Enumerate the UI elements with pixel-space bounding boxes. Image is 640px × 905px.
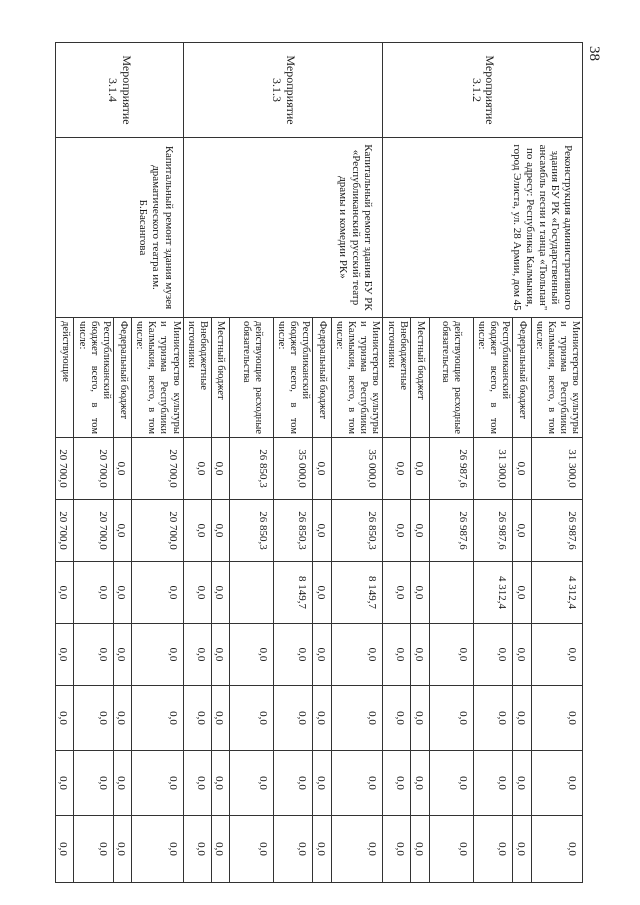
amount-cell: 0,0 bbox=[183, 500, 211, 562]
amount-cell: 26 987,6 bbox=[473, 500, 512, 562]
amount-cell: 26 850,3 bbox=[230, 438, 274, 500]
amount-cell: 26 850,3 bbox=[230, 500, 274, 562]
amount-cell: 0,0 bbox=[183, 438, 211, 500]
event-number-cell: Мероприятие 3.1.2 bbox=[383, 43, 583, 138]
funding-source-cell: действующие bbox=[55, 318, 74, 438]
amount-cell: 0,0 bbox=[383, 751, 411, 816]
amount-cell: 0,0 bbox=[313, 686, 332, 751]
amount-cell: 0,0 bbox=[383, 562, 411, 624]
amount-cell: 0,0 bbox=[332, 816, 383, 883]
funding-source-cell: Министерство культуры и туризма Республики Калмыкия, всего, в том числе: bbox=[531, 318, 582, 438]
rotated-table-wrapper bbox=[57, 42, 583, 882]
funding-source-cell: Федеральный бюджет bbox=[313, 318, 332, 438]
amount-cell: 0,0 bbox=[411, 816, 430, 883]
amount-cell: 0,0 bbox=[429, 816, 473, 883]
amount-cell: 31 300,0 bbox=[473, 438, 512, 500]
amount-cell: 4 312,4 bbox=[473, 562, 512, 624]
funding-source-cell: Внебюджетные источники bbox=[383, 318, 411, 438]
amount-cell: 0,0 bbox=[513, 438, 532, 500]
amount-cell: 0,0 bbox=[411, 562, 430, 624]
amount-cell: 0,0 bbox=[383, 686, 411, 751]
amount-cell: 0,0 bbox=[274, 624, 313, 686]
amount-cell: 35 000,0 bbox=[274, 438, 313, 500]
funding-source-cell: Внебюджетные источники bbox=[183, 318, 211, 438]
amount-cell: 0,0 bbox=[183, 624, 211, 686]
budget-table bbox=[55, 42, 583, 883]
amount-cell bbox=[230, 562, 274, 624]
funding-source-cell: Федеральный бюджет bbox=[513, 318, 532, 438]
amount-cell: 0,0 bbox=[230, 686, 274, 751]
amount-cell: 0,0 bbox=[383, 438, 411, 500]
amount-cell: 0,0 bbox=[411, 686, 430, 751]
amount-cell: 0,0 bbox=[513, 500, 532, 562]
amount-cell: 0,0 bbox=[429, 751, 473, 816]
amount-cell: 0,0 bbox=[183, 562, 211, 624]
amount-cell: 0,0 bbox=[132, 562, 183, 624]
funding-source-cell: Местный бюджет bbox=[211, 318, 230, 438]
amount-cell: 0,0 bbox=[429, 686, 473, 751]
amount-cell: 26 850,3 bbox=[274, 500, 313, 562]
event-number-cell: Мероприятие 3.1.3 bbox=[183, 43, 383, 138]
table-row bbox=[132, 43, 183, 883]
funding-source-cell: Местный бюджет bbox=[411, 318, 430, 438]
amount-cell: 0,0 bbox=[230, 751, 274, 816]
amount-cell: 0,0 bbox=[531, 751, 582, 816]
amount-cell: 0,0 bbox=[513, 816, 532, 883]
amount-cell: 20 700,0 bbox=[55, 500, 74, 562]
funding-source-cell: Республиканский бюджет всего, в том числе: bbox=[74, 318, 113, 438]
amount-cell: 0,0 bbox=[74, 686, 113, 751]
amount-cell: 0,0 bbox=[383, 500, 411, 562]
amount-cell: 0,0 bbox=[211, 562, 230, 624]
amount-cell: 0,0 bbox=[411, 500, 430, 562]
amount-cell: 20 700,0 bbox=[132, 500, 183, 562]
amount-cell: 20 700,0 bbox=[74, 438, 113, 500]
amount-cell: 0,0 bbox=[113, 686, 132, 751]
table-row bbox=[332, 43, 383, 883]
amount-cell: 0,0 bbox=[55, 686, 74, 751]
amount-cell: 0,0 bbox=[473, 751, 512, 816]
amount-cell: 26 987,6 bbox=[429, 438, 473, 500]
amount-cell: 0,0 bbox=[513, 624, 532, 686]
amount-cell: 0,0 bbox=[74, 562, 113, 624]
amount-cell: 0,0 bbox=[332, 686, 383, 751]
event-number-cell: Мероприятие 3.1.4 bbox=[55, 43, 183, 138]
amount-cell: 20 700,0 bbox=[55, 438, 74, 500]
amount-cell: 0,0 bbox=[211, 438, 230, 500]
funding-source-cell: действующие расходные обязательства bbox=[230, 318, 274, 438]
amount-cell: 26 987,6 bbox=[531, 500, 582, 562]
amount-cell: 0,0 bbox=[313, 624, 332, 686]
funding-source-cell: Министерство культуры и туризма Республики Калмыкия, всего, в том числе: bbox=[332, 318, 383, 438]
funding-source-cell: Министерство культуры и туризма Республики Калмыкия, всего, в том числе: bbox=[132, 318, 183, 438]
amount-cell: 0,0 bbox=[513, 686, 532, 751]
amount-cell: 20 700,0 bbox=[132, 438, 183, 500]
amount-cell: 0,0 bbox=[55, 816, 74, 883]
amount-cell: 0,0 bbox=[473, 624, 512, 686]
amount-cell bbox=[429, 562, 473, 624]
amount-cell: 0,0 bbox=[332, 751, 383, 816]
amount-cell: 0,0 bbox=[513, 751, 532, 816]
amount-cell: 0,0 bbox=[132, 624, 183, 686]
amount-cell: 0,0 bbox=[211, 686, 230, 751]
amount-cell: 0,0 bbox=[183, 751, 211, 816]
amount-cell: 0,0 bbox=[132, 686, 183, 751]
amount-cell: 0,0 bbox=[274, 751, 313, 816]
amount-cell: 0,0 bbox=[74, 624, 113, 686]
amount-cell: 0,0 bbox=[411, 751, 430, 816]
amount-cell: 0,0 bbox=[274, 816, 313, 883]
amount-cell: 0,0 bbox=[211, 500, 230, 562]
table-row bbox=[531, 43, 582, 883]
funding-source-cell: Республиканский бюджет всего, в том числе: bbox=[274, 318, 313, 438]
amount-cell: 0,0 bbox=[113, 438, 132, 500]
amount-cell: 0,0 bbox=[113, 751, 132, 816]
amount-cell: 0,0 bbox=[211, 624, 230, 686]
amount-cell: 31 300,0 bbox=[531, 438, 582, 500]
amount-cell: 8 149,7 bbox=[332, 562, 383, 624]
amount-cell: 0,0 bbox=[55, 624, 74, 686]
amount-cell: 0,0 bbox=[332, 624, 383, 686]
amount-cell: 0,0 bbox=[74, 751, 113, 816]
funding-source-cell: действующие расходные обязательства bbox=[429, 318, 473, 438]
amount-cell: 20 700,0 bbox=[74, 500, 113, 562]
amount-cell: 0,0 bbox=[230, 624, 274, 686]
amount-cell: 0,0 bbox=[313, 500, 332, 562]
amount-cell: 0,0 bbox=[473, 816, 512, 883]
event-name-cell: Капитальный ремонт здания музея драматического театра им. Б.Басангова bbox=[55, 138, 183, 318]
amount-cell: 0,0 bbox=[313, 816, 332, 883]
amount-cell: 26 987,6 bbox=[429, 500, 473, 562]
amount-cell: 26 850,3 bbox=[332, 500, 383, 562]
amount-cell: 0,0 bbox=[113, 562, 132, 624]
amount-cell: 0,0 bbox=[230, 816, 274, 883]
funding-source-cell: Федеральный бюджет bbox=[113, 318, 132, 438]
amount-cell: 0,0 bbox=[531, 624, 582, 686]
amount-cell: 0,0 bbox=[313, 562, 332, 624]
event-name-cell: Реконструкция административного здания БУ РК «Государственный ансамбль песни и танца «Тюльпан" по адресу: Республика Калмыкия, город Элиста, ул. 28 Армии, дом 45 bbox=[383, 138, 583, 318]
amount-cell: 0,0 bbox=[132, 816, 183, 883]
amount-cell: 0,0 bbox=[211, 816, 230, 883]
event-name-cell: Капитальный ремонт здания БУ РК «Республиканский русский театр драмы и комедии РК» bbox=[183, 138, 383, 318]
amount-cell: 0,0 bbox=[531, 686, 582, 751]
amount-cell: 0,0 bbox=[313, 438, 332, 500]
amount-cell: 0,0 bbox=[55, 751, 74, 816]
amount-cell: 0,0 bbox=[429, 624, 473, 686]
amount-cell: 0,0 bbox=[211, 751, 230, 816]
amount-cell: 8 149,7 bbox=[274, 562, 313, 624]
amount-cell: 0,0 bbox=[183, 686, 211, 751]
amount-cell: 0,0 bbox=[183, 816, 211, 883]
amount-cell: 0,0 bbox=[473, 686, 512, 751]
amount-cell: 0,0 bbox=[113, 500, 132, 562]
amount-cell: 0,0 bbox=[113, 816, 132, 883]
funding-source-cell: Республиканский бюджет всего, в том числе: bbox=[473, 318, 512, 438]
amount-cell: 0,0 bbox=[132, 751, 183, 816]
amount-cell: 0,0 bbox=[383, 816, 411, 883]
amount-cell: 0,0 bbox=[74, 816, 113, 883]
amount-cell: 0,0 bbox=[313, 751, 332, 816]
amount-cell: 0,0 bbox=[531, 816, 582, 883]
amount-cell: 0,0 bbox=[383, 624, 411, 686]
page-number: 38 bbox=[586, 46, 602, 61]
amount-cell: 0,0 bbox=[513, 562, 532, 624]
amount-cell: 4 312,4 bbox=[531, 562, 582, 624]
amount-cell: 0,0 bbox=[113, 624, 132, 686]
amount-cell: 0,0 bbox=[274, 686, 313, 751]
amount-cell: 35 000,0 bbox=[332, 438, 383, 500]
amount-cell: 0,0 bbox=[55, 562, 74, 624]
amount-cell: 0,0 bbox=[411, 624, 430, 686]
amount-cell: 0,0 bbox=[411, 438, 430, 500]
